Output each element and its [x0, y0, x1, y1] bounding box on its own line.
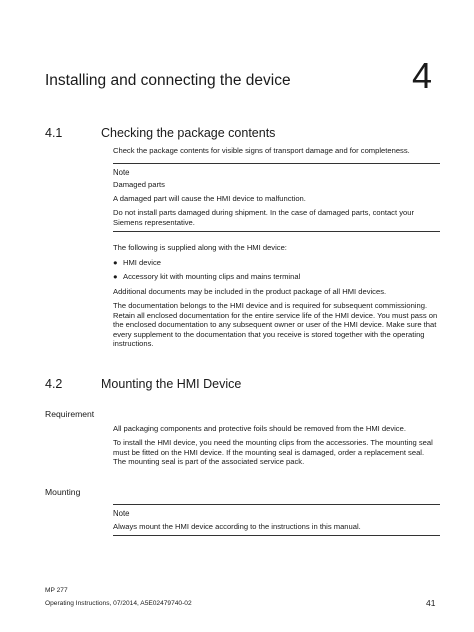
note-text: A damaged part will cause the HMI device to malfunction. [113, 194, 306, 203]
chapter-number: 4 [412, 55, 433, 96]
bullet-icon: ● [113, 258, 118, 267]
additional-paragraph: Additional documents may be included in the product package of all HMI devices. [113, 287, 387, 296]
requirement-paragraph: To install the HMI device, you need the mounting clips from the accessories. The mounting seal must be fitted on the HMI device. If the mounting seal is damaged, order a replacement seal. The mounting seal is part of the associated service pack. [113, 438, 433, 467]
page-number: 41 [426, 598, 436, 608]
note-heading: Damaged parts [113, 180, 165, 189]
note-top-rule [113, 163, 440, 164]
section-number: 4.2 [45, 377, 63, 391]
mounting-heading: Mounting [45, 487, 81, 497]
documentation-paragraph: The documentation belongs to the HMI device and is required for subsequent commissioning. Retain all enclosed documentation for the entire service life of the HMI device. You must pass on the enclosed documentation to any subsequent owner or user of the HMI device. Make sure that every supplement to the documentation that you receive is stored together with the operating instructions. [113, 301, 438, 349]
section-number: 4.1 [45, 126, 63, 140]
requirement-heading: Requirement [45, 409, 95, 419]
requirement-paragraph: All packaging components and protective foils should be removed from the HMI device. [113, 424, 406, 433]
section-title: Mounting the HMI Device [101, 377, 242, 391]
note-text: Do not install parts damaged during shipment. In the case of damaged parts, contact your Siemens representative. [113, 208, 414, 227]
supplied-intro: The following is supplied along with the HMI device: [113, 243, 287, 252]
note-label: Note [113, 509, 130, 518]
note-label: Note [113, 168, 130, 177]
note-bottom-rule [113, 231, 440, 232]
footer-product: MP 277 [45, 587, 68, 594]
note-text: Always mount the HMI device according to the instructions in this manual. [113, 522, 361, 531]
list-item [113, 258, 161, 268]
footer-doc-info: Operating Instructions, 07/2014, A5E02479740-02 [45, 600, 192, 607]
list-item-label: Accessory kit with mounting clips and mains terminal [123, 272, 301, 281]
chapter-title: Installing and connecting the device [45, 72, 291, 89]
bullet-icon: ● [113, 272, 118, 281]
list-item [113, 272, 300, 282]
intro-paragraph: Check the package contents for visible signs of transport damage and for completeness. [113, 146, 410, 155]
note-bottom-rule [113, 535, 440, 536]
list-item-label: HMI device [123, 258, 161, 267]
note-top-rule [113, 504, 440, 505]
section-title: Checking the package contents [101, 126, 276, 140]
